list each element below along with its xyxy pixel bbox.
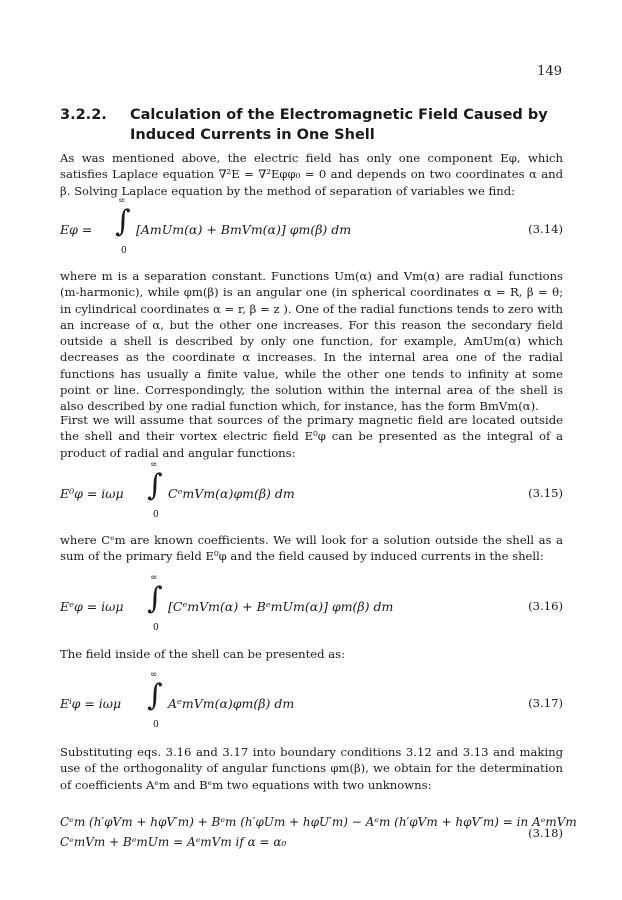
eq-line-1: Cᵉm (h′φVm + hφV′m) + Bᵉm (h′φUm + hφU′m) − Aᵉm (h′φVm + hφV′m) = in AᵉmVm xyxy=(60,815,577,829)
eq-lhs: Eⁱφ = iωμ xyxy=(60,696,122,711)
integral-sign: ∫ xyxy=(147,678,163,713)
section-title: Calculation of the Electromagnetic Field Caused by Induced Currents in One Shell xyxy=(130,107,548,143)
paragraph-2: where m is a separation constant. Functions Um(α) and Vm(α) are radial functions (m-harmonic), while φm(β) is an angular one (in spherical coordinates α = R, β = θ; in cylindrical coordinates α = r, β = z ). One of the radial functions tends to zero with an increase of α, but the other one increases. For this reason the secondary field outside a shell is described by only one function, for example, AmUm(α) which decreases as the coordinate α increases. In the internal area one of the radial functions has usually a finite value, while the other one tends to infinity at some point or line. Correspondingly, the solution within the internal area of the shell is also described by one radial function which, for instance, has the form BmVm(α). xyxy=(60,269,563,414)
integral-sign: ∫ xyxy=(115,204,131,239)
eq-body: CᵉmVm(α)φm(β) dm xyxy=(168,486,295,501)
page-number: 149 xyxy=(537,64,562,79)
integral-sign: ∫ xyxy=(147,468,163,503)
integral-upper-limit: ∞ xyxy=(150,670,158,680)
paragraph-5: The field inside of the shell can be presented as: xyxy=(60,647,345,661)
integral-upper-limit: ∞ xyxy=(150,460,158,470)
integral-lower-limit: 0 xyxy=(153,720,159,730)
eq-number: (3.14) xyxy=(528,222,563,236)
integral-sign: ∫ xyxy=(147,581,163,616)
eq-lhs: Eᵉφ = iωμ xyxy=(60,599,124,614)
integral-lower-limit: 0 xyxy=(153,623,159,633)
integral-upper-limit: ∞ xyxy=(118,196,126,206)
eq-body: [CᵉmVm(α) + BᵉmUm(α)] φm(β) dm xyxy=(168,599,394,614)
integral-lower-limit: 0 xyxy=(121,246,127,256)
integral-upper-limit: ∞ xyxy=(150,573,158,583)
eq-lhs: E⁰φ = iωμ xyxy=(60,486,124,501)
paragraph-4: where Cᵉm are known coefficients. We will look for a solution outside the shell as a sum of the primary field E⁰φ and the field caused by induced currents in the shell: xyxy=(60,533,563,564)
eq-number: (3.15) xyxy=(528,486,563,500)
equation-3-18 xyxy=(60,815,577,863)
eq-body: [AmUm(α) + BmVm(α)] φm(β) dm xyxy=(136,222,352,237)
section-number: 3.2.2. xyxy=(60,107,107,123)
paragraph-3: First we will assume that sources of the primary magnetic field are located outside the shell and their vortex electric field E⁰φ can be presented as the integral of a product of radial and angular functions: xyxy=(60,413,563,460)
equation-3-17 xyxy=(60,670,563,740)
section-heading xyxy=(60,105,560,145)
eq-number: (3.17) xyxy=(528,696,563,710)
eq-number: (3.18) xyxy=(528,826,563,840)
eq-number: (3.16) xyxy=(528,599,563,613)
paragraph-1: As was mentioned above, the electric field has only one component Eφ, which satisfies Laplace equation ∇²E = ∇²Eφφ₀ = 0 and depends on two coordinates α and β. Solving Laplace equation by the method of separation of variables we find: xyxy=(60,151,563,198)
equation-3-16 xyxy=(60,573,563,643)
eq-line-2: CᵉmVm + BᵉmUm = AᵉmVm if α = α₀ xyxy=(60,835,287,849)
paragraph-6: Substituting eqs. 3.16 and 3.17 into boundary conditions 3.12 and 3.13 and making use of the orthogonality of angular functions φm(β), we obtain for the determination of coefficients Aᵉm and Bᵉm two equations with two unknowns: xyxy=(60,745,563,792)
integral-lower-limit: 0 xyxy=(153,510,159,520)
eq-lhs: Eφ = xyxy=(60,222,93,237)
equation-3-15 xyxy=(60,460,563,530)
eq-body: AᵉmVm(α)φm(β) dm xyxy=(168,696,295,711)
equation-3-14 xyxy=(60,196,563,266)
